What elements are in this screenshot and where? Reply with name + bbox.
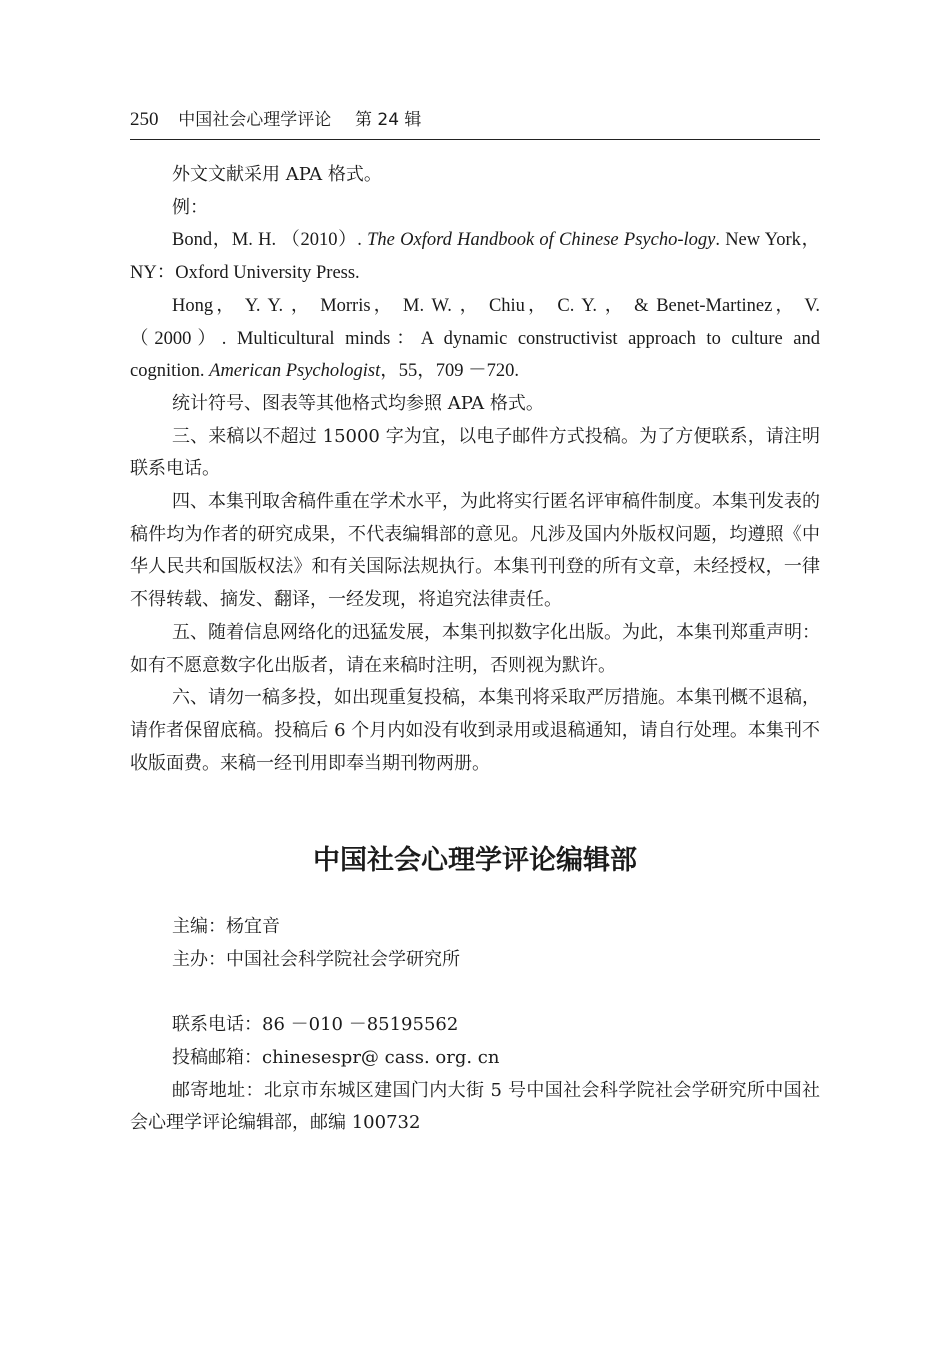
spacer — [130, 976, 820, 1009]
reference-bond-title: The Oxford Handbook of Chinese Psycho-logy — [367, 230, 716, 251]
paragraph-review-copyright: 四、本集刊取舍稿件重在学术水平，为此将实行匿名评审稿件制度。本集刊发表的稿件均为作者的研究成果，不代表编辑部的意见。凡涉及国内外版权问题，均遵照《中华人民共和国版权法》和有关国际法规执行。本集刊刊登的所有文章，未经授权，一律不得转载、摘发、翻译，一经发现，将追究法律责任。 — [130, 491, 820, 611]
paragraph-length-rule: 三、来稿以不超过 15000 字为宜，以电子邮件方式投稿。为了方便联系，请注明联系电话。 — [130, 425, 820, 480]
reference-bond-publisher: . New York，NY：Oxford University Press. — [130, 230, 820, 284]
editorial-info — [130, 911, 820, 1140]
reference-hong-pages: ，55，709 －720. — [380, 361, 519, 382]
header-rule — [130, 139, 820, 140]
volume-label: 第 24 辑 — [354, 110, 422, 130]
reference-bond-authors: Bond，M. H. （2010）. — [172, 230, 368, 251]
submission-email: 投稿邮箱：chinesespr@ cass. org. cn — [172, 1046, 500, 1068]
page-number: 250 — [130, 109, 159, 130]
reference-hong — [130, 290, 820, 388]
reference-hong-journal: American Psychologist — [209, 361, 381, 382]
paragraph-digital-publishing: 五、随着信息网络化的迅猛发展，本集刊拟数字化出版。为此，本集刊郑重声明：如有不愿意数字化出版者，请在来稿时注明，否则视为默许。 — [130, 621, 820, 676]
sponsor: 主办：中国社会科学院社会学研究所 — [172, 948, 460, 970]
paragraph-submission-policy: 六、请勿一稿多投，如出现重复投稿，本集刊将采取严厉措施。本集刊概不退稿，请作者保留底稿。投稿后 6 个月内如没有收到录用或退稿通知，请自行处理。本集刊不收版面费。来稿一经刊用即奉当期刊物两册。 — [130, 687, 820, 774]
foreign-reference-note: 外文文献采用 APA 格式。 — [172, 164, 382, 185]
mailing-address: 邮寄地址：北京市东城区建国门内大街 5 号中国社会科学院社会学研究所中国社会心理学评论编辑部，邮编 100732 — [130, 1079, 820, 1134]
running-header — [130, 106, 820, 134]
guidelines-body — [130, 159, 820, 780]
editorial-office-title: 中国社会心理学评论编辑部 — [313, 845, 637, 876]
example-label: 例： — [172, 196, 208, 218]
contact-phone: 联系电话：86 －010 －85195562 — [172, 1014, 459, 1036]
statistics-format-note: 统计符号、图表等其他格式均参照 APA 格式。 — [172, 392, 544, 414]
reference-hong-authors: Hong， Y. Y. ， Morris， M. W. ， Chiu， C. Y. ， & Benet-Martinez， V. （2000）. Multicultural minds：A dynamic constructivist approach to culture and cognition. — [130, 295, 820, 382]
reference-bond — [130, 224, 820, 289]
journal-title: 中国社会心理学评论 — [178, 110, 332, 130]
chief-editor: 主编：杨宜音 — [172, 916, 280, 937]
